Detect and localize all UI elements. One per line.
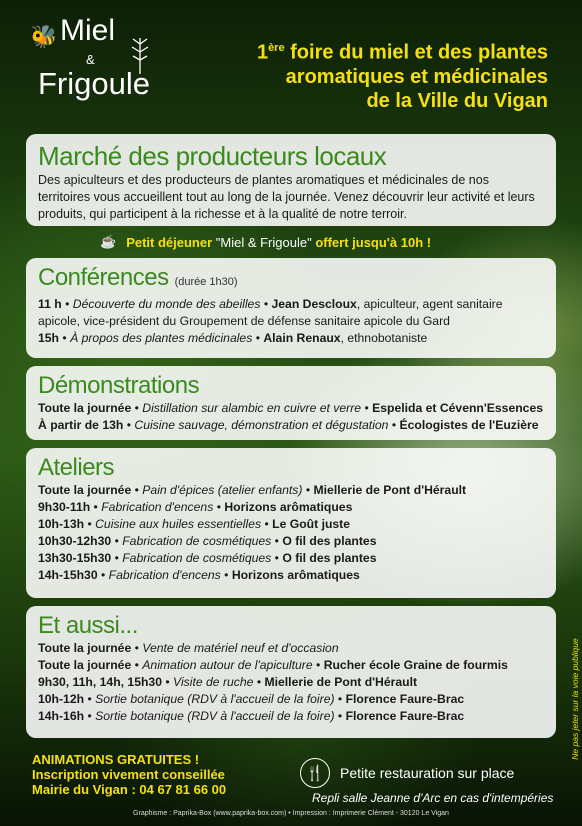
breakfast-banner <box>100 234 431 250</box>
item-activity: Pain d'épices (atelier enfants) <box>142 483 303 497</box>
list-item <box>38 330 544 347</box>
vertical-notice-text: Ne pas jeter sur la voie publique <box>570 638 580 760</box>
separator: • <box>84 709 96 723</box>
item-rest: , apiculteur, agent sanitaire apicole, vice-président du Groupement de défense sanitaire apicole du Gard <box>38 297 503 328</box>
item-activity: Fabrication de cosmétiques <box>122 551 272 565</box>
separator: • <box>271 551 283 565</box>
separator: • <box>90 500 102 514</box>
separator: • <box>252 331 264 345</box>
fork-knife-icon: 🍴 <box>300 758 330 788</box>
marche-title: Marché des producteurs locaux <box>38 141 387 171</box>
credits: Graphisme : Paprika-Box (www.paprika-box.com) • Impression : Imprimerie Clément - 30120 Le Vigan <box>133 810 449 817</box>
item-who: Espelida et Cévenn'Essences <box>372 401 544 415</box>
headline-line2: aromatiques et médicinales <box>285 65 548 88</box>
item-time: 11 h <box>38 297 62 311</box>
separator: • <box>59 331 71 345</box>
list-item <box>38 550 544 567</box>
item-time: Toute la journée <box>38 483 132 497</box>
separator: • <box>84 517 96 531</box>
free-animations-block <box>32 752 226 797</box>
separator: • <box>334 692 346 706</box>
separator: • <box>361 401 373 415</box>
separator: • <box>220 568 232 582</box>
item-who: Horizons arômatiques <box>224 500 353 514</box>
separator: • <box>161 675 174 689</box>
list-item <box>38 674 544 691</box>
breakfast-pre: Petit déjeuner <box>126 234 216 250</box>
headline-ordinal-sup: ère <box>268 42 285 54</box>
item-activity: Animation autour de l'apiculture <box>142 658 313 672</box>
item-who: Horizons arômatiques <box>231 568 360 582</box>
separator: • <box>131 483 143 497</box>
separator: • <box>123 418 135 432</box>
separator: • <box>97 568 109 582</box>
list-item <box>38 567 544 584</box>
separator: • <box>302 483 314 497</box>
item-time: À partir de 13h <box>38 418 124 432</box>
item-time: 9h30-11h <box>38 500 91 514</box>
item-who: Miellerie de Pont d'Hérault <box>313 483 467 497</box>
item-time: 14h-16h <box>38 709 85 723</box>
item-time: 9h30, 11h, 14h, 15h30 <box>38 675 162 689</box>
ateliers-title: Ateliers <box>38 454 115 481</box>
separator: • <box>111 534 123 548</box>
separator: • <box>388 418 400 432</box>
list-item <box>38 400 544 417</box>
item-time: 10h-13h <box>38 517 85 531</box>
logo-frigoule: Frigoule <box>38 66 150 101</box>
list-item <box>38 482 544 499</box>
list-item <box>38 691 544 708</box>
separator: • <box>131 641 143 655</box>
rain-fallback-note: Repli salle Jeanne d'Arc en cas d'intempéries <box>312 791 554 805</box>
separator: • <box>312 658 324 672</box>
logo-ampersand: & <box>86 52 95 67</box>
demonstrations-title: Démonstrations <box>38 372 200 399</box>
breakfast-post: offert jusqu'à 10h ! <box>311 234 432 250</box>
separator: • <box>131 658 143 672</box>
item-activity: Fabrication d'encens <box>101 500 214 514</box>
item-time: Toute la journée <box>38 641 132 655</box>
list-item <box>38 296 544 330</box>
separator: • <box>131 401 143 415</box>
headline-line3: de la Ville du Vigan <box>366 89 548 112</box>
item-who: O fil des plantes <box>282 534 377 548</box>
item-time: 10h30-12h30 <box>38 534 112 548</box>
item-activity: Sortie botanique (RDV à l'accueil de la foire) <box>95 692 335 706</box>
vertical-notice <box>570 604 580 794</box>
item-activity: À propos des plantes médicinales <box>70 331 253 345</box>
logo <box>30 12 160 112</box>
ateliers-panel <box>26 448 556 598</box>
headline-ordinal: 1 <box>256 41 269 64</box>
item-activity: Fabrication d'encens <box>108 568 221 582</box>
item-who: Jean Descloux <box>271 297 357 311</box>
item-who: Alain Renaux <box>263 331 341 345</box>
item-who: Miellerie de Pont d'Hérault <box>264 675 418 689</box>
headline-line1: foire du miel et des plantes <box>284 41 548 64</box>
list-item <box>38 657 544 674</box>
item-time: 13h30-15h30 <box>38 551 112 565</box>
demonstrations-panel <box>26 366 556 440</box>
breakfast-name: "Miel & Frigoule" <box>215 234 312 250</box>
item-time: 10h-12h <box>38 692 85 706</box>
list-item <box>38 533 544 550</box>
separator: • <box>253 675 265 689</box>
marche-text: Des apiculteurs et des producteurs de plantes aromatiques et médicinales de nos territoires vous accueillent tout au long de la journée. Venez découvrir leur activité et leurs produits, qui participent à la richesse et à la qualité de notre terroir. <box>38 173 535 221</box>
item-activity: Distillation sur alambic en cuivre et verre <box>142 401 362 415</box>
separator: • <box>261 517 273 531</box>
separator: • <box>213 500 225 514</box>
item-activity: Cuisine aux huiles essentielles <box>95 517 262 531</box>
item-who: Florence Faure-Brac <box>345 709 465 723</box>
item-time: Toute la journée <box>38 401 132 415</box>
item-activity: Vente de matériel neuf et d'occasion <box>142 641 339 655</box>
registration-line: Inscription vivement conseillée <box>32 767 225 782</box>
headline <box>218 36 548 113</box>
coffee-cup-icon: ☕ <box>100 234 117 249</box>
restauration-label: Petite restauration sur place <box>340 765 515 781</box>
item-activity: Fabrication de cosmétiques <box>122 534 272 548</box>
item-activity: Visite de ruche <box>173 675 254 689</box>
item-time: 14h-15h30 <box>38 568 98 582</box>
separator: • <box>84 692 96 706</box>
separator: • <box>61 297 73 311</box>
etaussi-title: Et aussi... <box>38 612 138 639</box>
separator: • <box>334 709 346 723</box>
item-who: Florence Faure-Brac <box>345 692 465 706</box>
list-item <box>38 640 544 657</box>
restauration-block <box>300 758 553 805</box>
list-item <box>38 708 544 725</box>
separator: • <box>260 297 272 311</box>
item-activity: Cuisine sauvage, démonstration et dégustation <box>134 418 389 432</box>
item-who: Rucher école Graine de fourmis <box>323 658 508 672</box>
separator: • <box>271 534 283 548</box>
conferences-panel <box>26 258 556 358</box>
free-animations-line: ANIMATIONS GRATUITES ! <box>32 752 200 767</box>
marche-panel <box>26 134 556 226</box>
list-item <box>38 417 544 434</box>
thyme-sprig-icon <box>128 34 152 74</box>
list-item <box>38 499 544 516</box>
logo-miel: Miel <box>60 14 116 47</box>
item-who: Le Goût juste <box>272 517 351 531</box>
item-time: Toute la journée <box>38 658 132 672</box>
item-who: Écologistes de l'Euzière <box>399 418 539 432</box>
item-time: 15h <box>38 331 60 345</box>
item-rest: , ethnobotaniste <box>340 331 428 345</box>
bee-icon: 🐝 <box>30 24 58 49</box>
list-item <box>38 516 544 533</box>
item-who: O fil des plantes <box>282 551 377 565</box>
etaussi-panel <box>26 606 556 738</box>
conferences-title: Conférences <box>38 264 169 291</box>
conferences-duration: (durée 1h30) <box>174 276 238 288</box>
item-activity: Sortie botanique (RDV à l'accueil de la foire) <box>95 709 335 723</box>
separator: • <box>111 551 123 565</box>
mairie-phone-line: Mairie du Vigan : 04 67 81 66 00 <box>32 782 227 797</box>
item-activity: Découverte du monde des abeilles <box>72 297 261 311</box>
